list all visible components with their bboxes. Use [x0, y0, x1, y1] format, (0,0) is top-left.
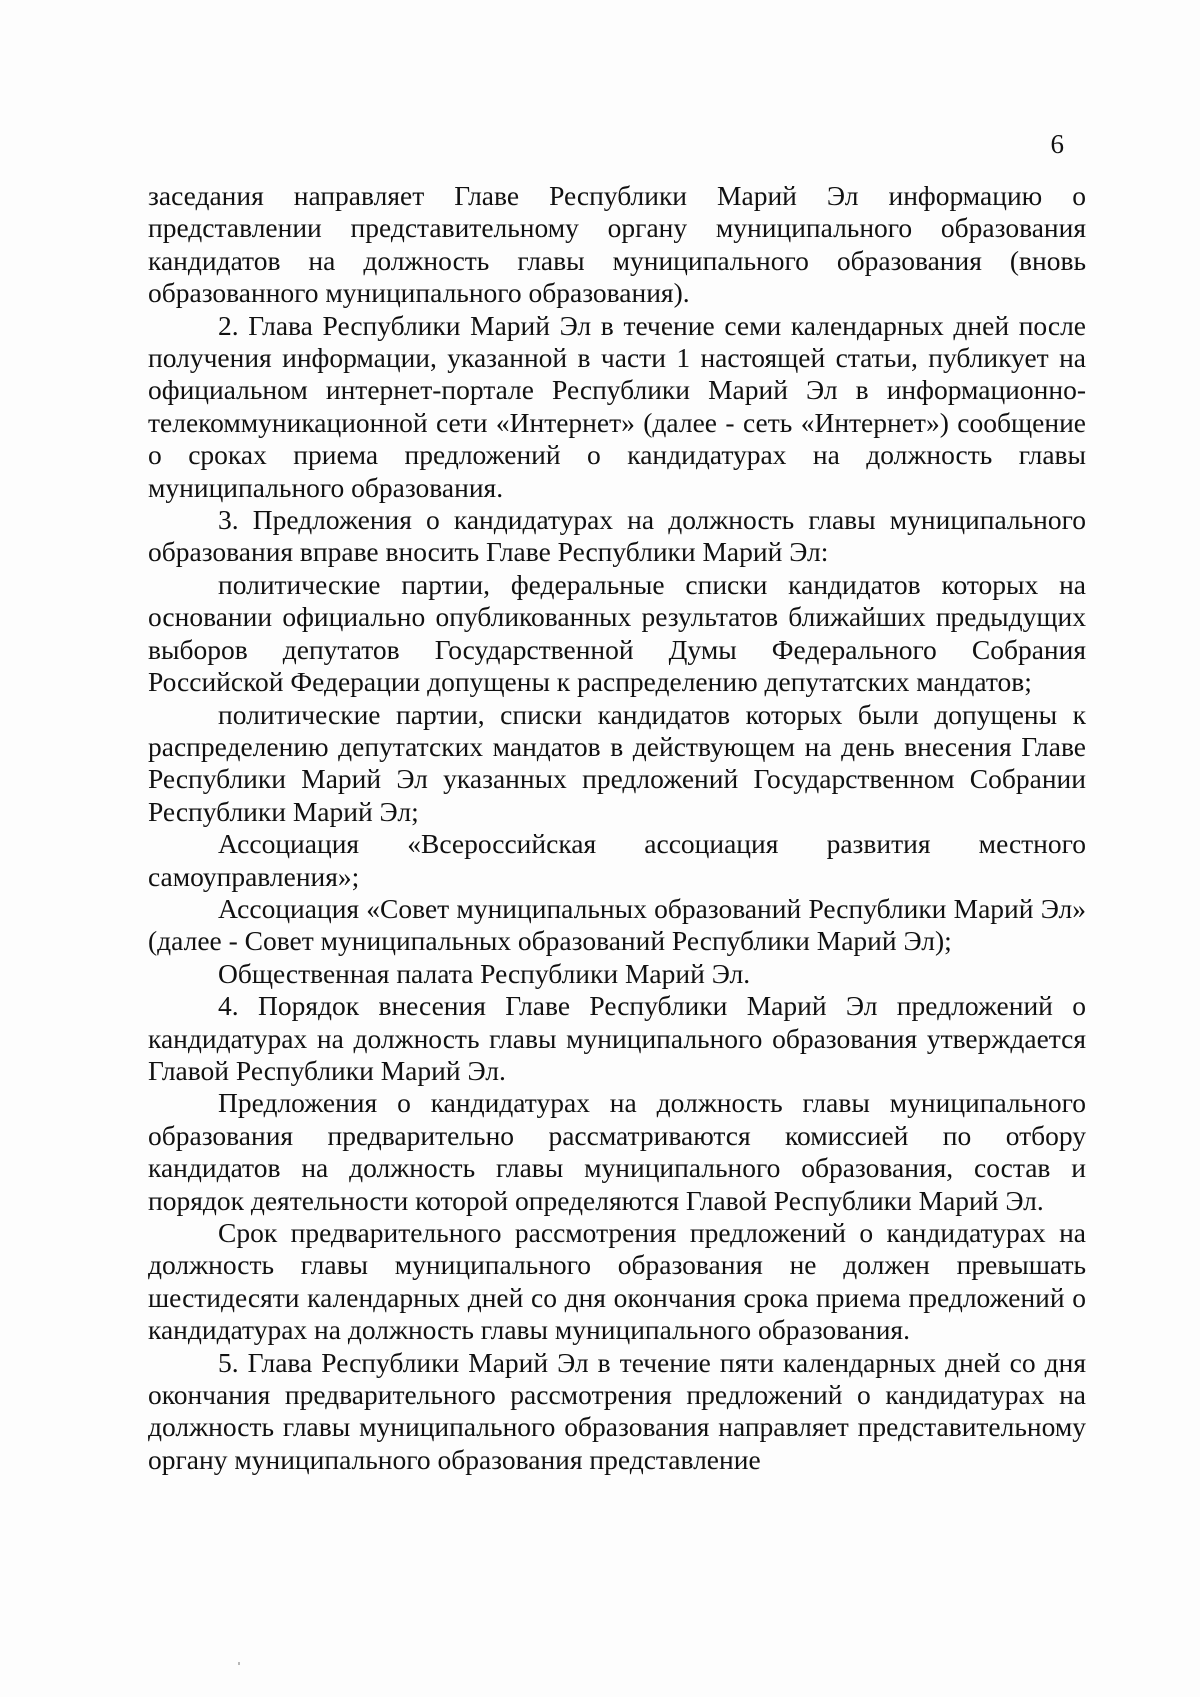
list-item-all-russian-association: Ассоциация «Всероссийская ассоциация развития местного самоуправления»;: [148, 828, 1086, 892]
scan-speck: [238, 1662, 240, 1665]
list-item-regional-parties: политические партии, списки кандидатов которых были допущены к распределению депутатских мандатов в действующем на день внесения Главе Республики Марий Эл указанных предложений Государственном Собрании Республики Марий Эл;: [148, 698, 1086, 827]
paragraph-item-3: 3. Предложения о кандидатурах на должность главы муниципального образования вправе вносить Главе Республики Марий Эл:: [148, 504, 1086, 568]
paragraph-item-2: 2. Глава Республики Марий Эл в течение семи календарных дней после получения информации, указанной в части 1 настоящей статьи, публикует на официальном интернет-портале Республики Марий Эл в информационно-телекоммуникационной сети «Интернет» (далее - сеть «Интернет») сообщение о сроках приема предложений о кандидатурах на должность главы муниципального образования.: [148, 309, 1086, 503]
list-item-public-chamber: Общественная палата Республики Марий Эл.: [218, 957, 751, 989]
paragraph-item-5: 5. Глава Республики Марий Эл в течение пяти календарных дней со дня окончания предварительного рассмотрения предложений о кандидатурах на должность главы муниципального образования направляет представительному органу муниципального образования представление: [148, 1346, 1086, 1475]
list-item-federal-parties: политические партии, федеральные списки кандидатов которых на основании официально опубликованных результатов ближайших предыдущих выборов депутатов Государственной Думы Федерального Собрания Российской Федерации допущены к распределению депутатских мандатов;: [148, 568, 1086, 698]
paragraph-item-4: 4. Порядок внесения Главе Республики Марий Эл предложений о кандидатурах на должность главы муниципального образования утверждается Главой Республики Марий Эл.: [148, 990, 1086, 1086]
paragraph-continuation: заседания направляет Главе Республики Марий Эл информацию о представлении представительному органу муниципального образования кандидатов на должность главы муниципального образования (вновь образованного муниципального образования).: [148, 180, 1086, 309]
page-number: 6: [1050, 129, 1064, 159]
document-body: [148, 180, 1086, 1476]
paragraph-review-term: Срок предварительного рассмотрения предложений о кандидатурах на должность главы муниципального образования не должен превышать шестидесяти календарных дней со дня окончания срока приема предложений о кандидатурах на должность главы муниципального образования.: [148, 1217, 1086, 1346]
list-item-municipal-council: Ассоциация «Совет муниципальных образований Республики Марий Эл» (далее - Совет муниципальных образований Республики Марий Эл);: [148, 892, 1086, 957]
paragraph-commission-review: Предложения о кандидатурах на должность главы муниципального образования предварительно рассматриваются комиссией по отбору кандидатов на должность главы муниципального образования, состав и порядок деятельности которой определяются Главой Республики Марий Эл.: [148, 1087, 1086, 1216]
